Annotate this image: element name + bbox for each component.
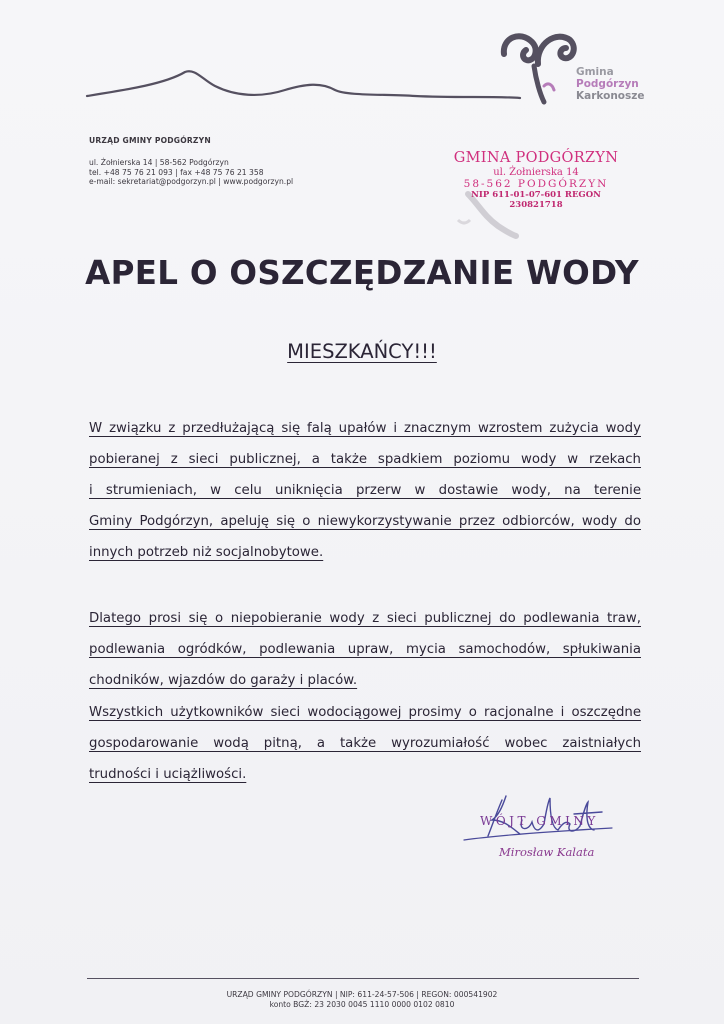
logo-line-gmina: Gmina bbox=[576, 66, 614, 78]
paragraph-3 bbox=[89, 697, 641, 790]
paragraph-line: podlewania ogródków, podlewania upraw, mycia samochodów, spłukiwania bbox=[89, 642, 641, 657]
stamp-line-4: NIP 611-01-07-601 REGON 230821718 bbox=[471, 190, 601, 210]
office-phone: tel. +48 75 76 21 093 | fax +48 75 76 21 358 bbox=[89, 167, 264, 177]
paragraph-2 bbox=[89, 603, 641, 696]
footer-line-2: konto BGŻ: 23 2030 0045 1110 0000 0102 0810 bbox=[269, 1000, 455, 1009]
stamp-line-1: GMINA PODGÓRZYN bbox=[453, 150, 619, 166]
paragraph-line: W związku z przedłużającą się falą upałów i znacznym wzrostem zużycia wody bbox=[89, 421, 641, 436]
paragraph-line: Wszystkich użytkowników sieci wodociągowej prosimy o racjonalne i oszczędne bbox=[89, 705, 641, 720]
stamp-line-2: ul. Żołnierska 14 bbox=[493, 167, 579, 178]
signature-title: WÓJT GMINY bbox=[480, 814, 599, 828]
document-subtitle bbox=[0, 340, 724, 363]
ibex-horns-icon bbox=[498, 24, 578, 106]
mountain-line-graphic bbox=[85, 60, 525, 110]
document-title: APEL O OSZCZĘDZANIE WODY bbox=[85, 254, 639, 292]
office-stamp bbox=[448, 150, 624, 210]
footer-divider bbox=[87, 978, 639, 979]
signature-name: Mirosław Kalata bbox=[499, 845, 595, 859]
footer bbox=[0, 990, 724, 1010]
paragraph-line: trudności i uciążliwości. bbox=[89, 767, 247, 782]
paragraph-line: Gminy Podgórzyn, apeluję się o niewykorzystywanie przez odbiorców, wody do bbox=[89, 514, 641, 529]
office-name: URZĄD GMINY PODGÓRZYN bbox=[89, 136, 211, 145]
logo-line-karkonosze: Karkonosze bbox=[576, 90, 645, 102]
paragraph-line: pobieranej z sieci publicznej, a także spadkiem poziomu wody w rzekach bbox=[89, 452, 641, 467]
paragraph-line: i strumieniach, w celu uniknięcia przerw w dostawie wody, na terenie bbox=[89, 483, 641, 498]
office-header bbox=[89, 136, 293, 187]
paragraph-line: gospodarowanie wodą pitną, a także wyrozumiałość wobec zaistniałych bbox=[89, 736, 641, 751]
stamp-line-3: 58-562 PODGÓRZYN bbox=[463, 178, 609, 190]
office-address: ul. Żołnierska 14 | 58-562 Podgórzyn bbox=[89, 157, 229, 167]
logo-line-podgorzyn: Podgórzyn bbox=[576, 78, 639, 90]
footer-line-1: URZĄD GMINY PODGÓRZYN | NIP: 611-24-57-506 | REGON: 000541902 bbox=[226, 990, 498, 999]
paragraph-line: chodników, wjazdów do garaży i placów. bbox=[89, 673, 358, 688]
paragraph-1 bbox=[89, 413, 641, 568]
office-email: e-mail: sekretariat@podgorzyn.pl | www.podgorzyn.pl bbox=[89, 177, 294, 187]
logo-text bbox=[576, 66, 645, 102]
paragraph-line: Dlatego prosi się o niepobieranie wody z sieci publicznej do podlewania traw, bbox=[89, 611, 641, 626]
subtitle-text: MIESZKAŃCY!!! bbox=[287, 340, 437, 363]
paragraph-line: innych potrzeb niż socjalnobytowe. bbox=[89, 545, 324, 560]
